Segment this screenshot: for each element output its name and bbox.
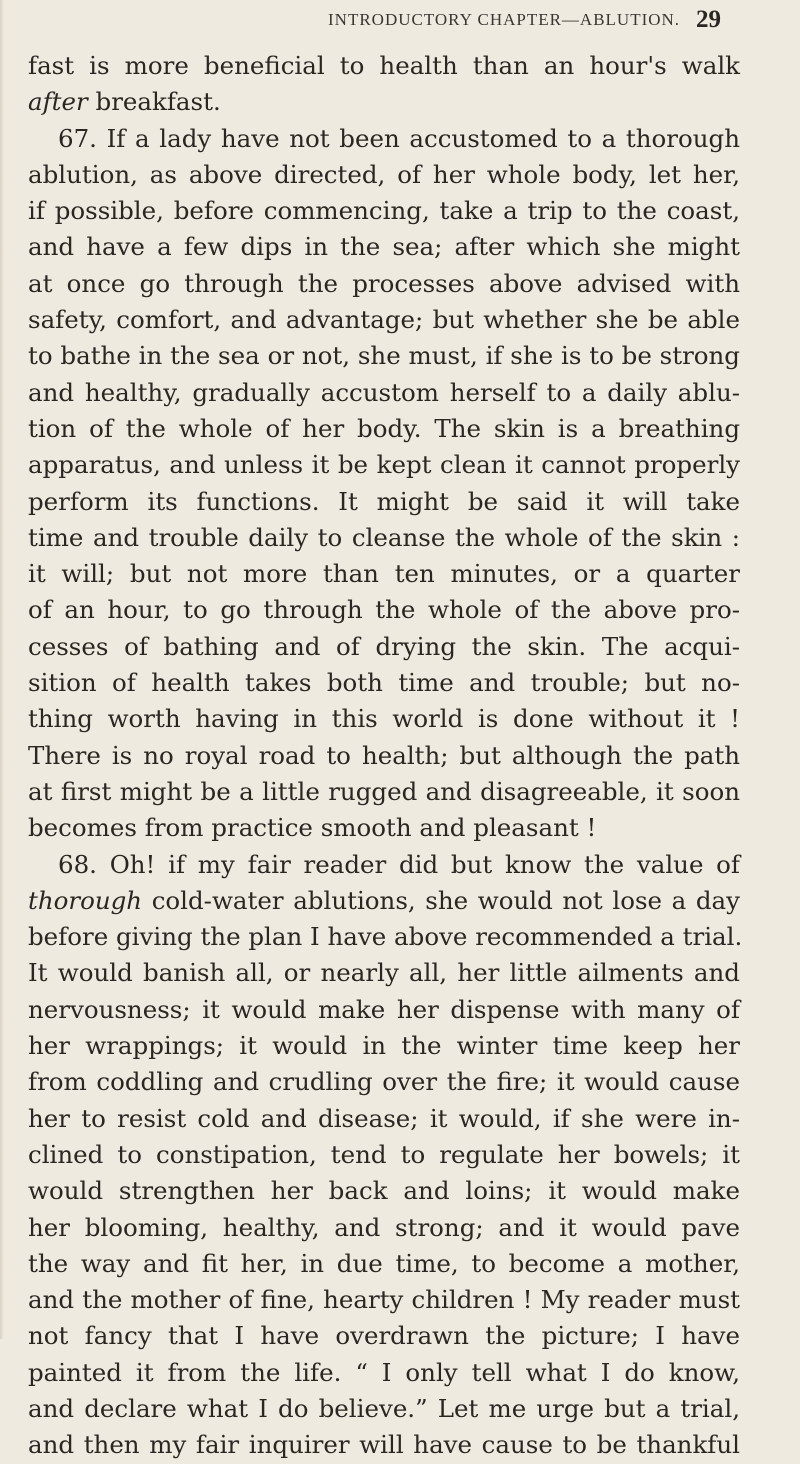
- text-line: thorough cold-water ablutions, she would not lose a day: [28, 885, 740, 915]
- emphasized-word: after: [28, 87, 88, 117]
- text-line: her wrappings; it would in the winter time keep her: [28, 1031, 740, 1061]
- text-line: tion of the whole of her body. The skin is a breathing: [28, 413, 740, 443]
- paragraph-67-start: 67. If a lady have not been accustomed to a thorough: [58, 123, 740, 153]
- text-line: fast is more beneficial to health than an hour's walk: [28, 51, 740, 80]
- body-text: [28, 48, 743, 1464]
- text-line: perform its functions. It might be said it will take: [28, 486, 740, 516]
- text-line: There is no royal road to health; but although the path: [28, 740, 740, 770]
- text-line: time and trouble daily to cleanse the whole of the skin :: [28, 522, 740, 552]
- text-line: if possible, before commencing, take a trip to the coast,: [28, 196, 740, 226]
- text-line: the way and fit her, in due time, to become a mother,: [28, 1248, 740, 1278]
- text-line: her to resist cold and disease; it would, if she were in-: [28, 1103, 740, 1133]
- text-line: and then my fair inquirer will have cause to be thankful: [28, 1430, 740, 1460]
- text-line: It would banish all, or nearly all, her little ailments and: [28, 958, 740, 988]
- emphasized-word: thorough: [28, 885, 143, 915]
- text-line: cesses of bathing and of drying the skin. The acqui-: [28, 631, 740, 661]
- page-number: 29: [696, 6, 721, 33]
- running-head: [0, 6, 800, 42]
- text-line: from coddling and crudling over the fire; it would cause: [28, 1067, 740, 1097]
- text-line: sition of health takes both time and trouble; but no-: [28, 668, 740, 698]
- text-line: would strengthen her back and loins; it would make: [28, 1176, 740, 1206]
- text-line: and declare what I do believe.” Let me urge but a trial,: [28, 1393, 740, 1423]
- text-line: and healthy, gradually accustom herself to a daily ablu-: [28, 377, 740, 407]
- page-gutter-shadow: [0, 0, 4, 1339]
- text-line: thing worth having in this world is done without it !: [28, 704, 740, 734]
- paragraph-68-start: 68. Oh! if my fair reader did but know the value of: [58, 849, 740, 879]
- text-line: safety, comfort, and advantage; but whether she be able: [28, 305, 740, 335]
- text-line: before giving the plan I have above recommended a trial.: [28, 922, 743, 952]
- running-title: INTRODUCTORY CHAPTER—ABLUTION.: [328, 10, 681, 29]
- text-line: and the mother of fine, hearty children ! My reader must: [28, 1285, 740, 1315]
- text-line: apparatus, and unless it be kept clean it cannot properly: [28, 450, 740, 480]
- text-line: at once go through the processes above advised with: [28, 268, 740, 298]
- text-line: to bathe in the sea or not, she must, if she is to be strong: [28, 341, 740, 371]
- text-line: at first might be a little rugged and disagreeable, it soon: [28, 776, 740, 806]
- text-line: after breakfast.: [28, 87, 221, 117]
- text-line: ablution, as above directed, of her whole body, let her,: [28, 159, 740, 189]
- text-line: her blooming, healthy, and strong; and it would pave: [28, 1212, 740, 1242]
- text-line: nervousness; it would make her dispense with many of: [28, 994, 740, 1024]
- text-line: painted it from the life. “ I only tell what I do know,: [28, 1357, 740, 1387]
- text-line: becomes from practice smooth and pleasant !: [28, 813, 597, 843]
- text-line: it will; but not more than ten minutes, or a quarter: [28, 559, 740, 589]
- text-line: clined to constipation, tend to regulate her bowels; it: [28, 1139, 740, 1169]
- text-line: of an hour, to go through the whole of the above pro-: [28, 595, 740, 625]
- text-line: and have a few dips in the sea; after which she might: [28, 232, 740, 262]
- text-line: not fancy that I have overdrawn the picture; I have: [28, 1321, 740, 1351]
